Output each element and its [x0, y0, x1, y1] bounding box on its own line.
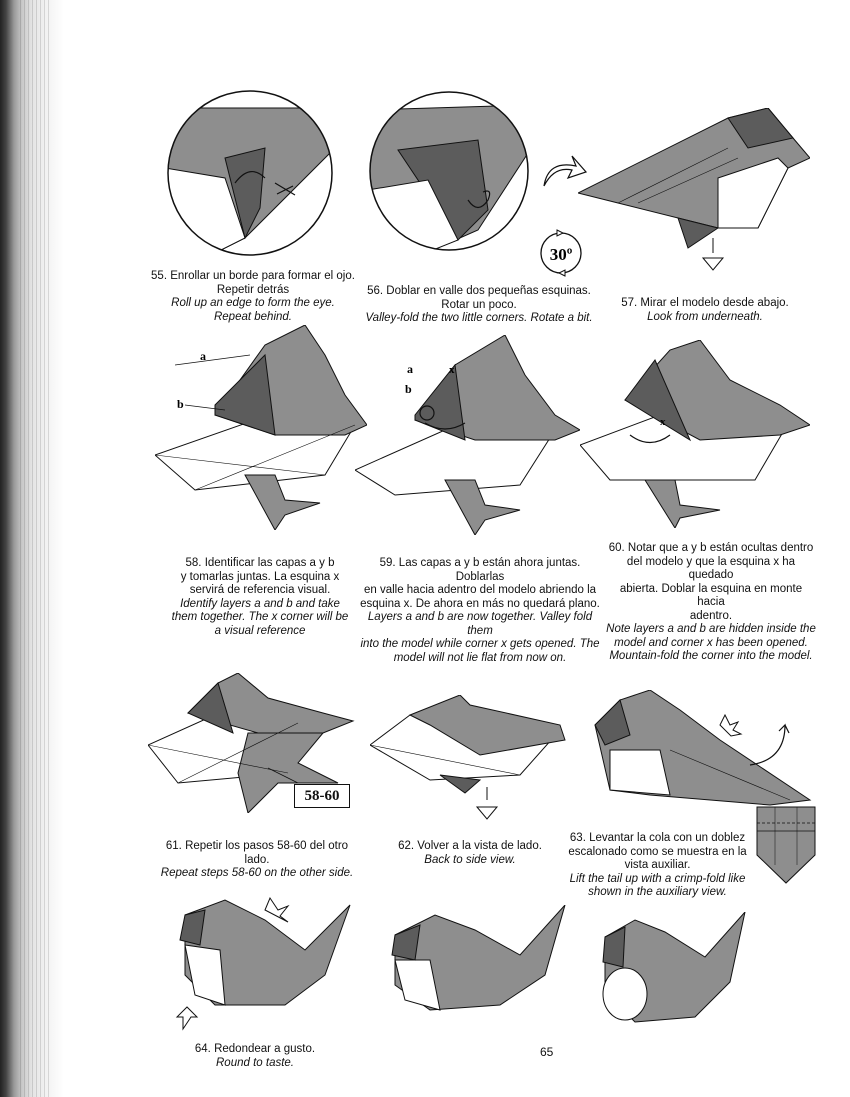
step-60-es-1: 60. Notar que a y b están ocultas dentro — [608, 542, 814, 554]
step-60-es-3: abierta. Doblar la esquina en monte hacia — [619, 582, 803, 608]
step-64-en-1: Round to taste. — [216, 1056, 294, 1069]
step-57-en-1: Look from underneath. — [647, 310, 763, 323]
step-60-caption — [605, 542, 817, 664]
label-a-58: a — [200, 349, 206, 363]
step-56-es-2: Rotar un poco. — [441, 298, 517, 311]
step-60-en-2: model and corner x has been opened. — [614, 636, 808, 649]
step-63-en-2: shown in the auxiliary view. — [588, 886, 727, 898]
step-62-diagram — [370, 695, 570, 830]
step-62-caption — [370, 840, 570, 867]
step-55-en-2: Repeat behind. — [213, 310, 292, 323]
step-61-es-1: 61. Repetir los pasos 58-60 del otro lado. — [165, 840, 349, 866]
step-63-es-1: 63. Levantar la cola con un doblez — [569, 832, 746, 844]
step-58-en-3: a visual reference — [214, 624, 306, 637]
step-64-result-2 — [595, 912, 750, 1027]
repeat-steps-badge: 58-60 — [294, 784, 350, 808]
step-60-es-4: adentro. — [689, 609, 733, 622]
step-55-en-1: Roll up an edge to form the eye. — [171, 297, 335, 309]
step-62-es-1: 62. Volver a la vista de lado. — [398, 840, 542, 852]
auxiliary-view-diagram — [755, 805, 817, 885]
step-60-es-2: del modelo y que la esquina x ha quedado — [626, 555, 796, 581]
step-57-caption — [605, 297, 805, 324]
step-61-caption — [152, 840, 362, 881]
step-59-en-3: model will not lie flat from now on. — [393, 651, 567, 664]
step-59-en-2: into the model while corner x gets opened. The — [360, 638, 600, 650]
step-58-en-1: Identify layers a and b and take — [180, 597, 340, 610]
step-63-caption — [560, 832, 755, 900]
step-59-es-3: esquina x. De ahora en más no quedará plano. — [360, 597, 600, 610]
step-59-en-1: Layers a and b are now together. Valley fold them — [367, 611, 593, 637]
step-57-diagram — [578, 108, 810, 278]
step-61-en-1: Repeat steps 58-60 on the other side. — [160, 867, 354, 879]
step-59-es-2: en valle hacia adentro del modelo abriendo la — [363, 584, 597, 596]
step-56-es-1: 56. Doblar en valle dos pequeñas esquinas. — [367, 285, 591, 297]
step-56-en-1: Valley-fold the two little corners. Rotate a bit. — [365, 312, 593, 324]
step-60-en-3: Mountain-fold the corner into the model. — [609, 650, 813, 662]
step-64-es-1: 64. Redondear a gusto. — [194, 1043, 316, 1055]
step-58-en-2: them together. The x corner will be — [171, 611, 349, 623]
step-55-es-2: Repetir detrás — [216, 283, 290, 296]
step-55-es-1: 55. Enrollar un borde para formar el ojo. — [151, 270, 355, 282]
step-60-diagram — [580, 340, 810, 528]
step-64-diagram — [165, 895, 355, 1035]
rotation-badge-text: 30º — [549, 245, 573, 264]
label-x-59: x — [449, 364, 455, 376]
step-55-diagram — [165, 88, 335, 258]
step-60-en-1: Note layers a and b are hidden inside the — [606, 623, 816, 635]
step-62-en-1: Back to side view. — [424, 853, 516, 866]
step-57-es-1: 57. Mirar el modelo desde abajo. — [621, 297, 789, 309]
step-63-es-2: escalonado como se muestra en la — [568, 845, 747, 858]
step-63-diagram — [590, 690, 815, 820]
step-58-caption — [160, 557, 360, 638]
step-58-es-1: 58. Identificar las capas a y b — [185, 557, 335, 569]
label-b-59: b — [405, 382, 412, 396]
step-56-caption — [355, 285, 603, 326]
label-a-59: a — [407, 362, 413, 376]
step-59-es-1: 59. Las capas a y b están ahora juntas. Doblarlas — [379, 557, 581, 583]
step-63-es-3: vista auxiliar. — [624, 859, 691, 871]
step-58-es-2: y tomarlas juntas. La esquina x — [180, 570, 340, 583]
step-59-caption — [360, 557, 600, 665]
step-63-en-1: Lift the tail up with a crimp-fold like — [569, 872, 746, 885]
step-58-es-3: servirá de referencia visual. — [189, 584, 331, 596]
step-55-caption — [148, 270, 358, 324]
label-x-60: x — [660, 416, 666, 428]
page-number: 65 — [540, 1045, 554, 1059]
step-64-result-1 — [380, 905, 570, 1020]
step-56-diagram — [368, 90, 530, 252]
step-59-diagram — [355, 335, 580, 535]
book-spine — [0, 0, 64, 1097]
step-64-caption — [175, 1043, 335, 1070]
label-b-58: b — [177, 397, 184, 411]
step-58-diagram — [155, 325, 367, 530]
